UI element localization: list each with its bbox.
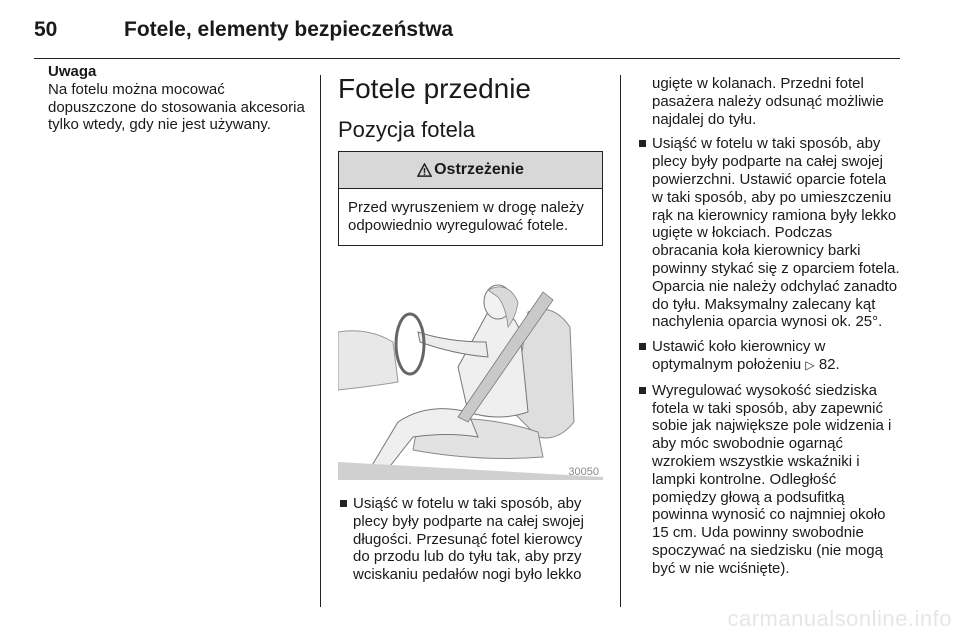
section-heading: Fotele przednie <box>338 73 532 104</box>
bullet-icon <box>639 140 646 147</box>
list-item: Ustawić koło kierownicy w optymalnym położeniu ▷ 82. <box>637 338 900 375</box>
warning-triangle-icon <box>417 163 432 178</box>
list-item: Wyregulować wysokość siedziska fotela w taki sposób, aby zapewnić sobie jak największe pole widzenia i aby móc swobodnie ogarnąć wzrokiem wszystkie wskaźniki i lampki kontrolne. Odległość pomiędzy głową a podsufitką powinna wynosić co najmniej około 15 cm. Uda powinny swobodnie spoczywać na siedzisku (nie mogą być w nie wciśnięte). <box>637 382 900 578</box>
list-item: Usiąść w fotelu w taki sposób, aby plecy były podparte na całej swojej powierzchni. Ustawić oparcie fotela w taki sposób, aby po umieszczeniu rąk na kierownicy ramiona były lekko ugięte w łokciach. Podczas obracania koła kierownicy barki powinny stykać się z oparciem fotela. Oparcia nie należy odchylać zanadto do tyłu. Maksymalny zalecany kąt nachylenia oparcia wynosi ok. 25°. <box>637 135 900 331</box>
note-text: Na fotelu można mocować dopuszczone do stosowania akcesoria tylko wtedy, gdy nie jest używany. <box>48 80 305 134</box>
warning-text: Przed wyruszeniem w drogę należy odpowiednio wyregulować fotele. <box>348 199 584 234</box>
warning-title: Ostrzeżenie <box>434 161 524 178</box>
bullet-icon <box>639 387 646 394</box>
bullet-icon <box>639 343 646 350</box>
section-subheading: Pozycja fotela <box>338 117 475 142</box>
continuation-text: ugięte w kolanach. Przedni fotel pasażera należy odsunąć możliwie najdalej do tyłu. <box>652 75 884 128</box>
page-reference[interactable]: 82. <box>818 355 840 373</box>
driver-seat-drawing <box>338 272 603 480</box>
note-block <box>48 63 310 134</box>
bullet-icon <box>340 500 347 507</box>
list-item: Usiąść w fotelu w taki sposób, aby plecy były podparte na całej swojej długości. Przesunąć fotel kierowcy do przodu lub do tyłu tak, aby przy wciskaniu pedałów nogi było lekko <box>338 495 603 584</box>
column-divider-right <box>620 75 621 607</box>
figure-caption: 30050 <box>568 466 599 478</box>
watermark: carmanualsonline.info <box>727 606 952 631</box>
page-number: 50 <box>34 18 58 41</box>
column2-list <box>338 495 603 591</box>
section-column <box>338 72 603 246</box>
seat-position-illustration <box>338 272 603 480</box>
note-title: Uwaga <box>48 63 97 80</box>
page-reference-icon: ▷ <box>805 357 815 372</box>
column3-text <box>637 75 900 585</box>
column-divider-left <box>320 75 321 607</box>
warning-header <box>339 152 602 189</box>
warning-box <box>338 151 603 246</box>
header-rule <box>34 58 900 59</box>
page-title: Fotele, elementy bezpieczeństwa <box>124 18 454 41</box>
